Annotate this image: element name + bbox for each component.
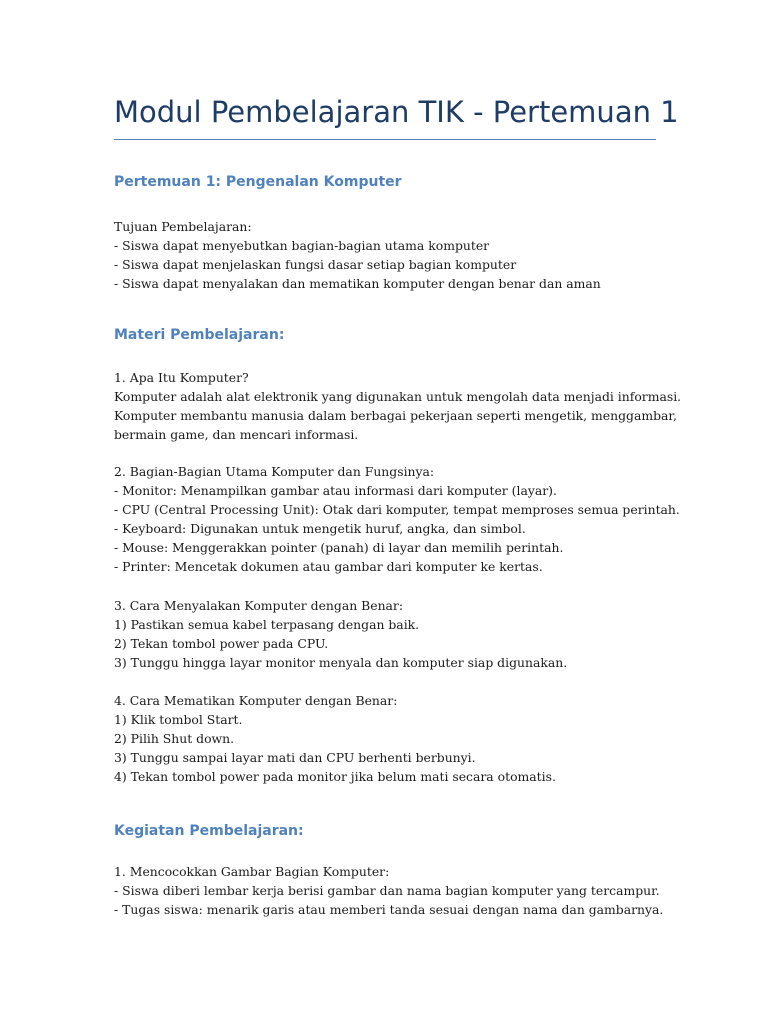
list-item: - Keyboard: Digunakan untuk mengetik huruf, angka, dan simbol. [114, 521, 526, 536]
materi-subheading: 3. Cara Menyalakan Komputer dengan Benar: [114, 598, 404, 613]
list-item: - Tugas siswa: menarik garis atau memberi tanda sesuai dengan nama dan gambarnya. [114, 902, 664, 917]
list-item: 1) Pastikan semua kabel terpasang dengan baik. [114, 617, 420, 632]
materi-subheading: 1. Apa Itu Komputer? [114, 370, 249, 385]
paragraph-line: Komputer adalah alat elektronik yang digunakan untuk mengolah data menjadi informasi. [114, 389, 682, 404]
paragraph-line: bermain game, dan mencari informasi. [114, 427, 359, 442]
tujuan-item: - Siswa dapat menjelaskan fungsi dasar setiap bagian komputer [114, 257, 517, 272]
list-item: - Siswa diberi lembar kerja berisi gambar dan nama bagian komputer yang tercampur. [114, 883, 660, 898]
list-item: - Printer: Mencetak dokumen atau gambar dari komputer ke kertas. [114, 559, 543, 574]
tujuan-pembelajaran-block [114, 217, 656, 293]
list-item: 3) Tunggu sampai layar mati dan CPU berhenti berbunyi. [114, 750, 476, 765]
heading-materi: Materi Pembelajaran: [114, 327, 285, 343]
list-item: 4) Tekan tombol power pada monitor jika belum mati secara otomatis. [114, 769, 556, 784]
materi-subheading: 2. Bagian-Bagian Utama Komputer dan Fungsinya: [114, 464, 435, 479]
title-underline [114, 139, 656, 140]
heading-pertemuan: Pertemuan 1: Pengenalan Komputer [114, 174, 402, 190]
document-title: Modul Pembelajaran TIK - Pertemuan 1 [114, 95, 679, 129]
materi-block-bagian-komputer [114, 462, 680, 576]
materi-block-apa-itu-komputer [114, 368, 682, 444]
list-item: 2) Tekan tombol power pada CPU. [114, 636, 329, 651]
kegiatan-block-mencocokkan [114, 862, 664, 919]
list-item: 2) Pilih Shut down. [114, 731, 235, 746]
tujuan-item: - Siswa dapat menyalakan dan mematikan komputer dengan benar dan aman [114, 276, 601, 291]
kegiatan-subheading: 1. Mencocokkan Gambar Bagian Komputer: [114, 864, 390, 879]
materi-block-menyalakan [114, 596, 656, 672]
heading-kegiatan: Kegiatan Pembelajaran: [114, 823, 304, 839]
tujuan-item: - Siswa dapat menyebutkan bagian-bagian utama komputer [114, 238, 490, 253]
materi-subheading: 4. Cara Mematikan Komputer dengan Benar: [114, 693, 398, 708]
list-item: 1) Klik tombol Start. [114, 712, 243, 727]
list-item: 3) Tunggu hingga layar monitor menyala dan komputer siap digunakan. [114, 655, 568, 670]
materi-block-mematikan [114, 691, 656, 786]
tujuan-heading-line: Tujuan Pembelajaran: [114, 219, 252, 234]
list-item: - Mouse: Menggerakkan pointer (panah) di layar dan memilih perintah. [114, 540, 564, 555]
list-item: - CPU (Central Processing Unit): Otak dari komputer, tempat memproses semua perintah. [114, 502, 680, 517]
paragraph-line: Komputer membantu manusia dalam berbagai pekerjaan seperti mengetik, menggambar, [114, 408, 677, 423]
list-item: - Monitor: Menampilkan gambar atau informasi dari komputer (layar). [114, 483, 557, 498]
